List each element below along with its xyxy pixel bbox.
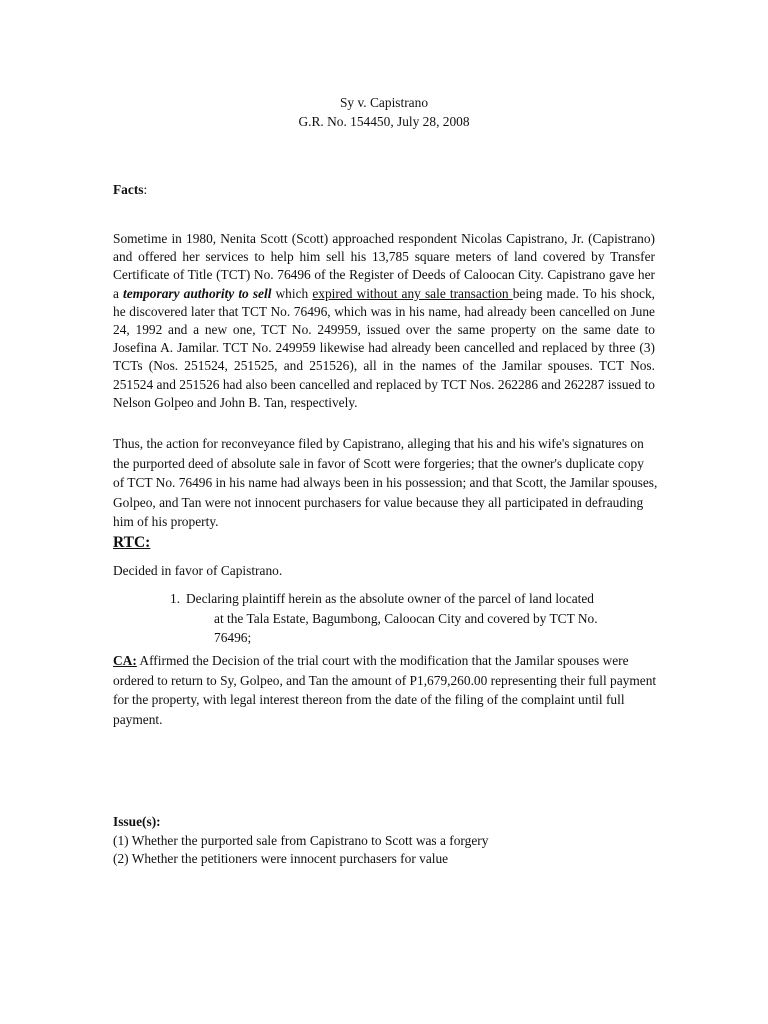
- rtc-ruling: Decided in favor of Capistrano.: [113, 563, 283, 578]
- facts-heading-text: Facts: [113, 182, 144, 197]
- case-title: Sy v. Capistrano: [339, 95, 429, 110]
- ca-paragraph: [113, 651, 658, 729]
- facts-para1-part3: being made. To his shock, he discovered later that TCT No. 76496, which was in his name, had already been cancelled on June 24, 1992 and a new one, TCT No. 249959, issued over the same property on the same date to Josefina A. Jamilar. TCT No. 249959 likewise had already been cancelled and replaced by three (3) TCTs (Nos. 251524, 251525, and 251526), all in the names of the Jamilar spouses. TCT Nos. 251524 and 251526 had also been cancelled and replaced by TCT Nos. 262286 and 262287 issued to Nelson Golpeo and John B. Tan, respectively.: [113, 285, 656, 410]
- issues-heading: Issue(s):: [113, 814, 161, 829]
- rtc-heading: RTC:: [113, 534, 151, 551]
- rtc-item-number: 1.: [170, 591, 181, 606]
- issues-section: [113, 813, 488, 869]
- facts-heading: [113, 182, 147, 198]
- issue-item-2: (2) Whether the petitioners were innocent purchasers for value: [113, 851, 449, 866]
- facts-para1-underlined: expired without any sale transaction: [312, 285, 513, 301]
- facts-paragraph-2: Thus, the action for reconveyance filed by Capistrano, alleging that his and his wife's signatures on the purported deed of absolute sale in favor of Scott were forgeries; that the owner's duplicate copy of TCT No. 76496 in his name had always been in his possession; and that Scott, the Jamilar spouses, Golpeo, and Tan were not innocent purchasers for value because they all participated in defrauding him of his property.: [113, 436, 658, 529]
- rtc-item-line1: Declaring plaintiff herein as the absolute owner of the parcel of land located: [186, 591, 595, 606]
- facts-para1-part2: which: [271, 285, 313, 301]
- rtc-list-item: [170, 589, 650, 648]
- facts-para1-part1: Sometime in 1980, Nenita Scott (Scott) approached respondent Nicolas Capistrano, Jr. (Capistrano) and offered her services to help him sell his 13,785 square meters of land covered by Transfer Certificate of Title (TCT) No. 76496 of the Register of Deeds of Caloocan City. Capistrano gave her a: [113, 231, 655, 301]
- rtc-dispositive-list: [170, 589, 650, 648]
- issue-item-1: (1) Whether the purported sale from Capistrano to Scott was a forgery: [113, 832, 489, 848]
- facts-para1-emphasis: temporary authority to sell: [123, 285, 272, 301]
- ca-text: Affirmed the Decision of the trial court with the modification that the Jamilar spouses were ordered to return to Sy, Golpeo, and Tan the amount of P1,679,260.00 representing their full payment for the property, with legal interest thereon from the date of the filing of the complaint until full payment.: [113, 653, 657, 727]
- rtc-item-line2: at the Tala Estate, Bagumbong, Caloocan City and covered by TCT No.: [214, 610, 598, 626]
- rtc-item-line3: 76496;: [214, 630, 252, 645]
- facts-heading-colon: :: [143, 182, 148, 197]
- case-citation: G.R. No. 154450, July 28, 2008: [298, 114, 470, 129]
- facts-paragraph-1: [113, 230, 655, 412]
- ca-label: CA:: [113, 653, 137, 668]
